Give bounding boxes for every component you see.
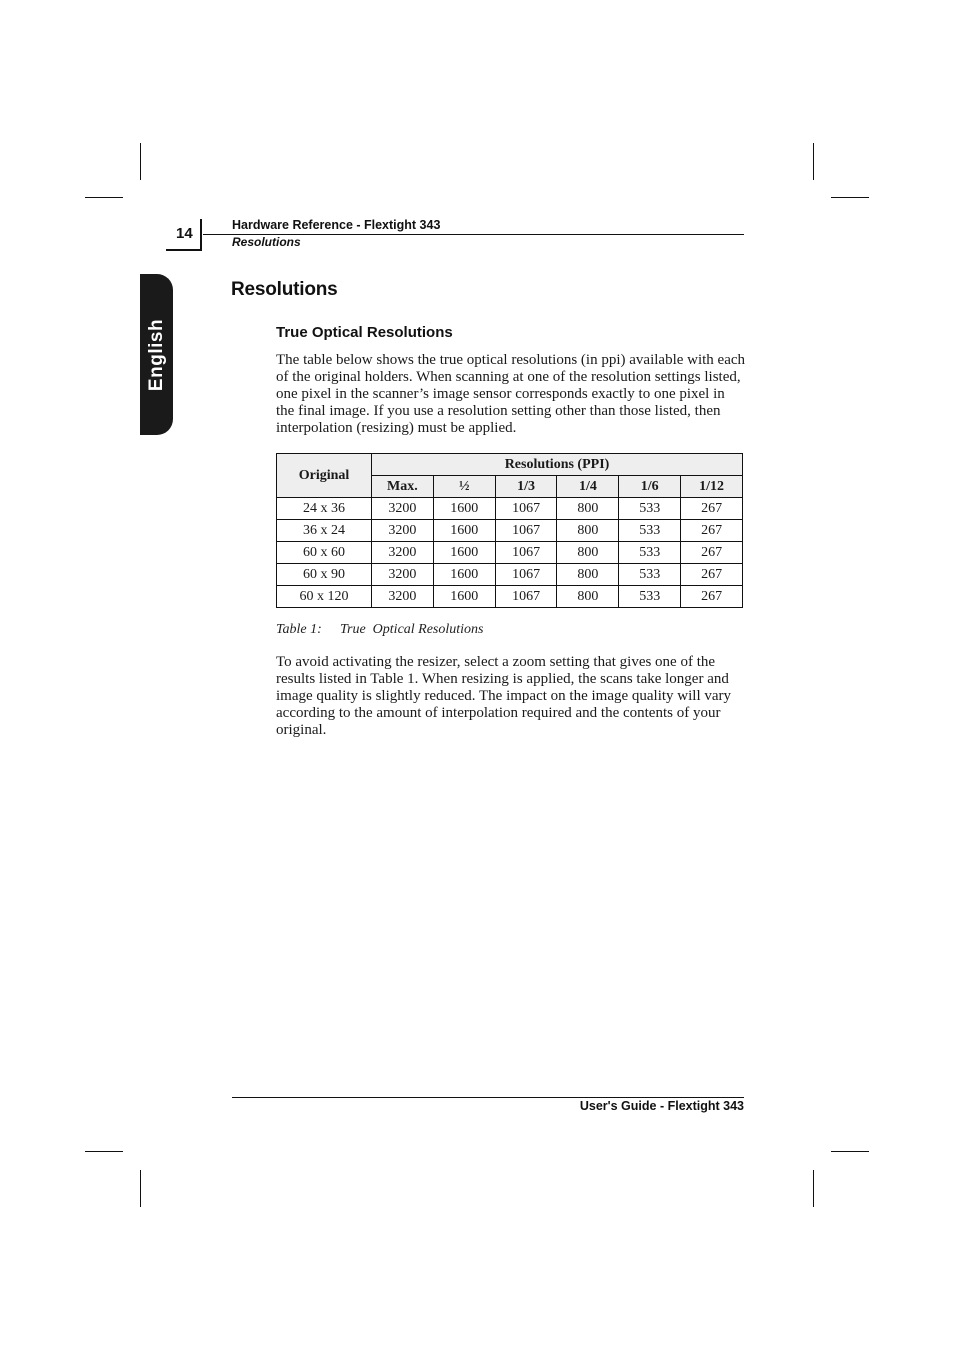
table-cell: 800: [557, 520, 619, 542]
table-cell: 1067: [495, 498, 557, 520]
table-cell: 1600: [433, 520, 495, 542]
table-cell: 24 x 36: [277, 498, 372, 520]
intro-paragraph: The table below shows the true optical resolutions (in ppi) available with each of the original holders. When scanning at one of the resolution settings listed, one pixel in the scanner’s image sensor corresponds exactly to one pixel in the final image. If you use a resolution setting other than those listed, then interpolation (resizing) must be applied.: [276, 352, 746, 436]
page-number: 14: [176, 225, 193, 242]
table-cell: 800: [557, 586, 619, 608]
caption-label: Table 1:: [276, 622, 322, 637]
table-cell: 1067: [495, 520, 557, 542]
table-cell: 267: [681, 498, 743, 520]
crop-mark: [85, 1151, 123, 1152]
table-cell: 1600: [433, 564, 495, 586]
table-row: [277, 542, 743, 564]
table-cell: 1067: [495, 586, 557, 608]
table-row: [277, 498, 743, 520]
column-group-header: Resolutions (PPI): [372, 454, 743, 476]
header-title: Hardware Reference - Flextight 343: [232, 218, 441, 232]
closing-paragraph: To avoid activating the resizer, select a zoom setting that gives one of the results listed in Table 1. When resizing is applied, the scans take longer and image quality is slightly reduced. The impact on the image quality will vary according to the amount of interpolation required and the contents of your original.: [276, 654, 732, 738]
table-cell: 3200: [372, 564, 434, 586]
table-cell: 1067: [495, 564, 557, 586]
table-cell: 60 x 120: [277, 586, 372, 608]
table-cell: 3200: [372, 586, 434, 608]
table-cell: 533: [619, 586, 681, 608]
subsection-title: True Optical Resolutions: [276, 324, 453, 341]
table-row: [277, 520, 743, 542]
table-cell: 3200: [372, 498, 434, 520]
table-cell: 1067: [495, 542, 557, 564]
language-tab: [140, 274, 173, 435]
table-cell: 267: [681, 564, 743, 586]
table-caption: [276, 622, 484, 638]
column-header: ½: [433, 476, 495, 498]
table-cell: 533: [619, 520, 681, 542]
footer-text: User's Guide - Flextight 343: [579, 1099, 744, 1113]
crop-mark: [85, 197, 123, 198]
table-cell: 800: [557, 498, 619, 520]
column-header: 1/6: [619, 476, 681, 498]
crop-mark: [813, 143, 814, 180]
footer-rule: [232, 1097, 744, 1098]
caption-text: True Optical Resolutions: [340, 622, 484, 637]
section-title: Resolutions: [231, 279, 338, 300]
crop-mark: [140, 143, 141, 180]
table-row: [277, 586, 743, 608]
crop-mark: [831, 197, 869, 198]
table-cell: 1600: [433, 586, 495, 608]
column-header: 1/3: [495, 476, 557, 498]
table-cell: 533: [619, 542, 681, 564]
table-cell: 60 x 60: [277, 542, 372, 564]
table-cell: 267: [681, 586, 743, 608]
table-row: [277, 564, 743, 586]
table-cell: 267: [681, 520, 743, 542]
table-cell: 60 x 90: [277, 564, 372, 586]
table-cell: 533: [619, 564, 681, 586]
column-header: 1/4: [557, 476, 619, 498]
language-tab-label: English: [145, 318, 167, 391]
crop-mark: [813, 1170, 814, 1207]
table-cell: 1600: [433, 542, 495, 564]
table-cell: 267: [681, 542, 743, 564]
header-subtitle: Resolutions: [232, 235, 301, 249]
column-header-original: Original: [277, 454, 372, 498]
table-cell: 800: [557, 542, 619, 564]
table-cell: 800: [557, 564, 619, 586]
table-cell: 36 x 24: [277, 520, 372, 542]
crop-mark: [140, 1170, 141, 1207]
column-header: Max.: [372, 476, 434, 498]
table-cell: 1600: [433, 498, 495, 520]
crop-mark: [831, 1151, 869, 1152]
table-cell: 533: [619, 498, 681, 520]
column-header: 1/12: [681, 476, 743, 498]
table-cell: 3200: [372, 542, 434, 564]
table-cell: 3200: [372, 520, 434, 542]
resolutions-table: [276, 453, 743, 608]
